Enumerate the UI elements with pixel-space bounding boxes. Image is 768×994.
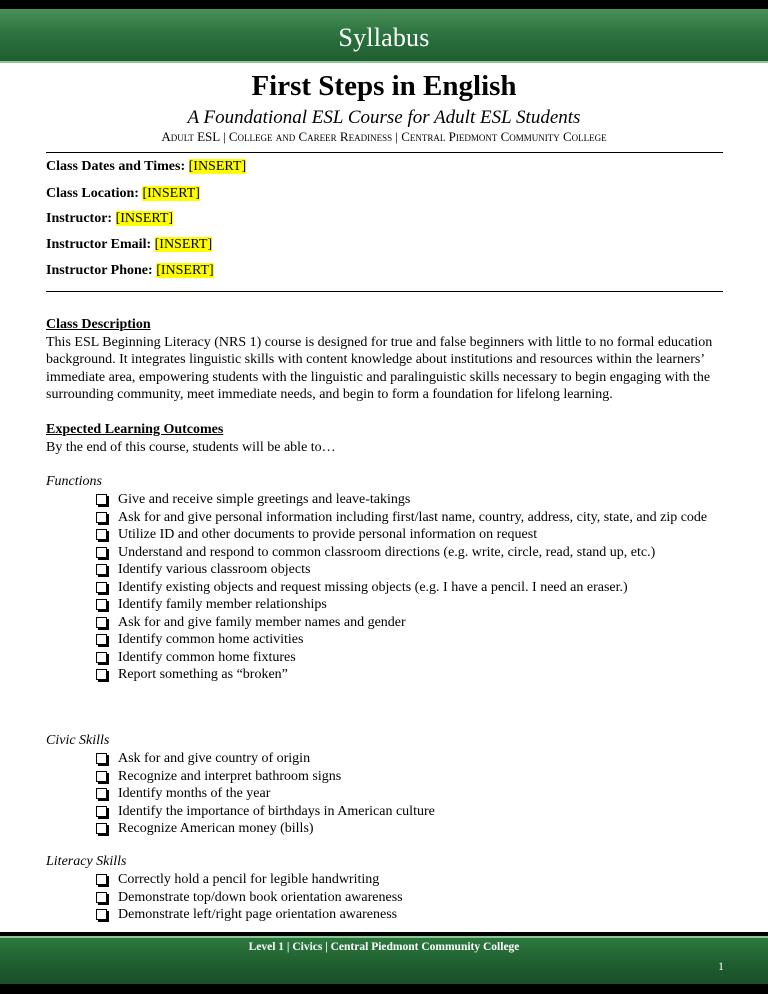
list-item: Ask for and give personal information including first/last name, country, address, city, state, and zip code (96, 509, 726, 527)
list-item: Identify various classroom objects (96, 561, 726, 579)
list-item: Utilize ID and other documents to provide personal information on request (96, 526, 726, 544)
top-border (0, 0, 768, 9)
outcomes-intro: By the end of this course, students will be able to… (46, 439, 336, 455)
info-dates (46, 159, 246, 175)
checkbox-icon (96, 823, 107, 834)
document-subtitle: A Foundational ESL Course for Adult ESL Students (187, 107, 581, 128)
checkbox-icon (96, 634, 107, 645)
checkbox-icon (96, 788, 107, 799)
info-value: [INSERT] (188, 159, 247, 174)
list-item: Demonstrate left/right page orientation awareness (96, 906, 726, 924)
checkbox-icon (96, 771, 107, 782)
info-phone (46, 263, 214, 279)
list-item: Identify existing objects and request missing objects (e.g. I have a pencil. I need an eraser.) (96, 579, 726, 597)
divider-bottom (46, 291, 723, 292)
checkbox-icon (96, 874, 107, 885)
footer-text: Level 1 | Civics | Central Piedmont Community College (248, 941, 520, 953)
section-heading: Expected Learning Outcomes (46, 422, 224, 437)
literacy-list (96, 871, 726, 924)
checkbox-icon (96, 494, 107, 505)
info-label: Instructor Phone: (46, 263, 153, 278)
list-item: Identify family member relationships (96, 596, 726, 614)
list-item: Correctly hold a pencil for legible handwriting (96, 871, 726, 889)
info-instructor (46, 211, 173, 227)
checkbox-icon (96, 512, 107, 523)
info-label: Class Dates and Times: (46, 159, 186, 174)
functions-heading: Functions (46, 474, 102, 489)
page-number: 1 (718, 959, 724, 973)
list-item: Ask for and give country of origin (96, 750, 726, 768)
learning-outcomes (46, 421, 726, 456)
civic-heading: Civic Skills (46, 733, 110, 748)
checkbox-icon (96, 652, 107, 663)
info-label: Instructor Email: (46, 237, 152, 252)
list-item: Identify months of the year (96, 785, 726, 803)
checkbox-icon (96, 669, 107, 680)
divider-top (46, 152, 723, 153)
checkbox-icon (96, 617, 107, 628)
list-item: Recognize and interpret bathroom signs (96, 768, 726, 786)
list-item: Recognize American money (bills) (96, 820, 726, 838)
checkbox-icon (96, 564, 107, 575)
class-description (46, 316, 726, 404)
checkbox-icon (96, 529, 107, 540)
footer-band (0, 936, 768, 984)
header-label: Syllabus (338, 23, 430, 52)
list-item: Ask for and give family member names and gender (96, 614, 726, 632)
checkbox-icon (96, 599, 107, 610)
list-item: Understand and respond to common classroom directions (e.g. write, circle, read, stand up, etc.) (96, 544, 726, 562)
info-label: Instructor: (46, 211, 113, 226)
info-email (46, 237, 212, 253)
checkbox-icon (96, 582, 107, 593)
section-heading: Class Description (46, 317, 151, 332)
list-item: Demonstrate top/down book orientation awareness (96, 889, 726, 907)
info-value: [INSERT] (154, 237, 213, 252)
list-item: Give and receive simple greetings and leave-takings (96, 491, 726, 509)
checkbox-icon (96, 892, 107, 903)
info-value: [INSERT] (156, 263, 214, 278)
info-label: Class Location: (46, 186, 139, 201)
bottom-border (0, 984, 768, 994)
civic-list (96, 750, 726, 838)
info-location (46, 186, 200, 202)
description-text: This ESL Beginning Literacy (NRS 1) course is designed for true and false beginners with little to no formal education background. It integrates linguistic skills with content knowledge about institutions and resources within the learners’ immediate area, empowering students with the linguistic and paralinguistic skills necessary to begin engaging with the surrounding community, meet immediate needs, and begin to form a foundation for lifelong learning. (46, 334, 713, 402)
checkbox-icon (96, 753, 107, 764)
literacy-heading: Literacy Skills (46, 854, 127, 869)
list-item: Identify common home activities (96, 631, 726, 649)
checkbox-icon (96, 806, 107, 817)
info-value: [INSERT] (115, 211, 174, 226)
checkbox-icon (96, 547, 107, 558)
list-item: Report something as “broken” (96, 666, 726, 684)
functions-list (96, 491, 726, 684)
list-item: Identify the importance of birthdays in American culture (96, 803, 726, 821)
checkbox-icon (96, 909, 107, 920)
header-band (0, 9, 768, 63)
info-value: [INSERT] (142, 186, 200, 201)
document-title: First Steps in English (251, 70, 517, 102)
list-item: Identify common home fixtures (96, 649, 726, 667)
department-line: Adult ESL | College and Career Readiness | Central Piedmont Community College (161, 129, 607, 144)
